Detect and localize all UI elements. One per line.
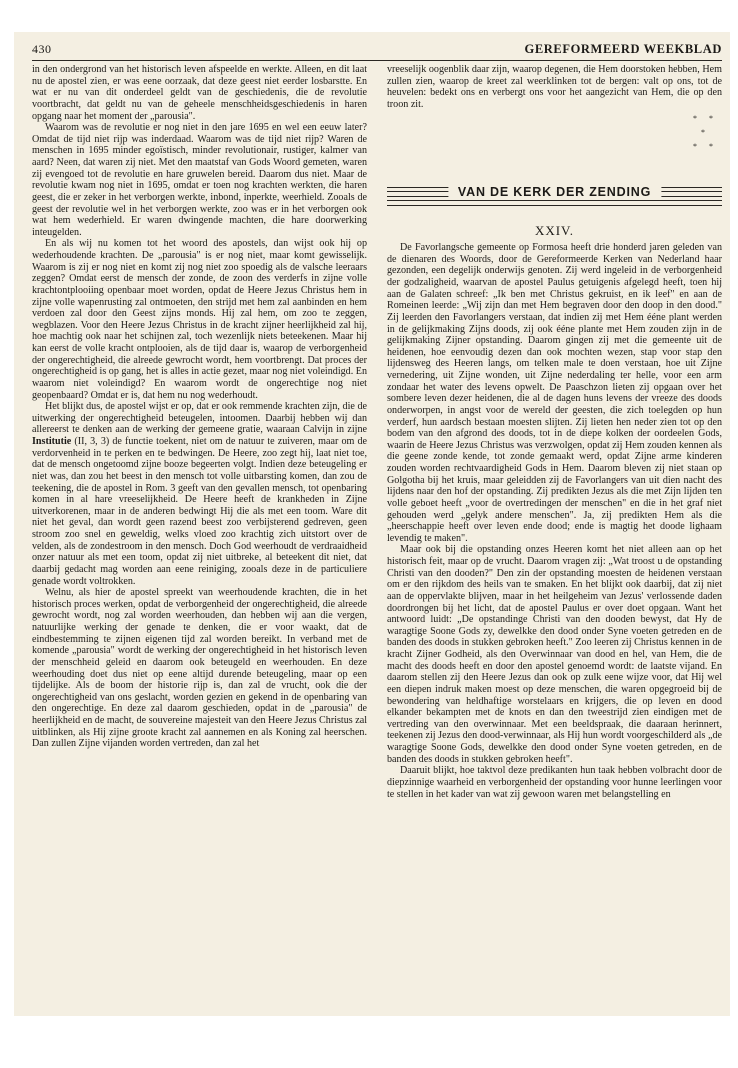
ornament-star: * [709, 113, 713, 123]
paragraph: Daaruit blijkt, hoe taktvol deze predikanten hun taak hebben volbracht door de diepzinnige waarheid en verborgenheid der opstanding voor hunne leerlingen voor te stellen in het kader van wat zij gewoon waren met belangstelling en [387, 765, 722, 800]
text-run: Het blijkt dus, de apostel wijst er op, dat er ook remmende krachten zijn, die de uitwerking der ongerechtigheid beteugelen, intoomen. Daarbij hebben wij dan allereerst te denken aan de werking der gemeene gratie, waaraan Calvijn in zijne [32, 401, 367, 436]
star-ornament [387, 113, 722, 169]
page-number: 430 [32, 42, 52, 56]
institutie-reference: Institutie [32, 436, 72, 447]
paragraph: De Favorlangsche gemeente op Formosa heeft drie honderd jaren geleden van de dienaren des Woords, door de Gereformeerde Kerken van Nederland haar gezonden, een degelijk onderwijs genoten. Zij werd ingeleid in de verborgenheid der godzaligheid, waarvan de apostel Paulus getuigenis afgelegd heeft, toen hij aan de Galaten schreef: „Ik ben met Christus gekruist, en ik leef" en aan de Romeinen leerde: „Wij zijn dan met Hem begraven door den doop in den dood." Zij leerden den Favorlangers verstaan, dat indien zij met Hem ééne plant werden in de gelijkmaking Zijns doods, zij ook ééne plante met Hem zouden zijn in de gelijkmaking Zijner opstanding. Daarom gingen zij met die gemeente uit de heidenen, hoe eenvoudig dezen dan ook mochten wezen, stap voor stap den lijdensweg des Heeren langs, om telken male te doen verstaan, hoe uit Zijne vernedering, uit Zijne wonden, uit Zijne nederdaling ter helle, voor een arm zondaar het water des levens opwelt. De Paaschzon lieten zij opgaan over het sombere leven dezer heidenen, die al de dagen huns levens der vreeze des doods onderworpen, in angst voor de wereld der geesten, die zich toelegden op hun verderf, hun aardsch bestaan moesten slijten. Zij lieten hen neder zien tot op den bodem van den afgrond des doods, tot in de diepe kolken der oordeelen Gods, waarin de Heere Jezus Christus was verzwolgen, opdat zij Hem zouden kennen als die geene zonde kende, tot zonde gemaakt werd, opdat Zijne arme kinderen zouden worden rechtvaardigheid Gods in Hem. Daarom bleven zij niet staan op Golgotha bij het kruis, maar geleidden zij de Favorlangers van uit dien nacht des lijdens naar den hof der opstanding. Zij predikten Jezus als die met Zijn lijden ten volle geboet heeft „voor de overtredingen der menschen" en die in het graf niet gehouden werd „gelyk andere menschen". Ja, zij predikten Hem als die „heerschappie heeft over leven ende dood; ende is magtig het doode lighaam levendig te maken". [387, 242, 722, 544]
ornament-star: * [701, 127, 705, 137]
paragraph: vreeselijk oogenblik daar zijn, waarop degenen, die Hem doorstoken hebben, Hem zullen zien, waarop de kreet zal weerklinken tot de bergen: valt op ons, tot de heuvelen: bedekt ons en verbergt ons voor het aangezicht van Hem, die op den troon zit. [387, 64, 722, 110]
page [14, 32, 730, 1016]
right-column [387, 64, 722, 800]
header-rule [32, 60, 722, 61]
section-header [387, 169, 722, 223]
ornament-star: * [693, 141, 697, 151]
section-title: VAN DE KERK DER ZENDING [448, 187, 661, 199]
paragraph: in den ondergrond van het historisch leven afspeelde en werkte. Alleen, en dit laat nu de apostel zien, er was eene oorzaak, dat deze geest niet eerder losbarstte. En wat er nu van dit onderdeel geldt van de geschiedenis, die de revolutie voortbracht, dat geldt nu van de geheele menschheidsgeschiedenis in haren opgang naar het moment der „parousia". [32, 64, 367, 122]
paragraph [32, 401, 367, 587]
left-column [32, 64, 367, 750]
ornament-star: * [709, 141, 713, 151]
paragraph: Waarom was de revolutie er nog niet in den jare 1695 en wel een eeuw later? Omdat de tijd niet rijp was inderdaad. Waarom was de tijd niet rijp? Waren de menschen in 1695 minder egoïstisch, minder revolutionair, rustiger, kalmer van aard? Neen, dat waren zij niet. Met den maatstaf van Gods Woord gemeten, waren zij evengoed tot de revolutie en hare gruwelen bereid. Daarom dus niet. Maar de revolutie kwam nog niet in 1695, omdat er toen nog krachten werkten, die haren geest, die er zeker in het verborgen werkte, inbond, inperkte, weerhield. Zooals de geest der revolutie wel in het verborgen werkte, zoo was er in het verborgen ook wat hem wederhield. Er waren dwingende machten, die hare doorwerking inteugelden. [32, 122, 367, 238]
section-number: XXIV. [534, 222, 575, 238]
section-rule [387, 200, 722, 201]
paragraph: Maar ook bij die opstanding onzes Heeren komt het niet alleen aan op het historisch feit, maar op de vrucht. Daarom vragen zij: „Wat troost u de opstanding Christi van den dooden?" Den zin der opstanding moesten de heidenen verstaan om er den rijkdom des heils van te smaken. En het blijkt ook daarbij, dat zij niet aan de oppervlakte blijven, maar in het heilgeheim van Jezus' verlossende daden doordrongen bij het licht, dat de apostel Paulus er over doet opgaan. Want het antwoord luidt: „De opstandinge Christi van den dooden bewyst, dat Hy de waragtige Soone Gods zy, dewelkke den dood onder Syne voeten getreden en de banden des doods in stukken gebroken heeft." Zoo leeren zij Christus kennen in de kracht Zijner Godheid, als den Overwinnaar van dood en hel, van Hem, die de macht des doods heeft en door den apostel genoemd wordt: de laatste vijand. En daarom stellen zij den Heere Jezus dan ook op zulk eene wijze voor, dat Hij wel een diepen indruk maken moest op deze menschen, die waren opgegroeid bij de bewondering van heldhaftige worstelaars en krijgers, die op leven en dood elkander bekampten met de knots en dan den tweestrijd zien eindigen met de vertreding van den overwinnaar. Met een beeldspraak, die daaraan herinnert, teekenen zij Jezus den dood-verwinnaar, als Hij hun wordt voorgeschilderd als „de waragtige Soone Gods, dewelkke den dood onder Syne voeten getreden, en de banden des doods in stukken gebroken heeft". [387, 544, 722, 765]
section-rule [387, 205, 722, 206]
ornament-star: * [693, 113, 697, 123]
paragraph: En als wij nu komen tot het woord des apostels, dan wijst ook hij op wederhoudende krachten. De „parousia" is er nog niet, maar komt gewisselijk. Waarom is zij er nog niet en komt zij nog niet zoo spoedig als de valsche leeraars zeggen? Omdat eerst de mensch der zonde, de zoon des verderfs in zijne volle krachtontplooiing openbaar moet worden, opdat de Heere Jezus Christus hem in zijne volle wapenrusting zal ontmoeten, den strijd met hem zal aanbinden en hem verdoen zal door den Geest zijns monds. Hij zal hem, om zoo te zeggen, wegblazen. Voor den Heere Jezus Christus in de kracht zijner heerlijkheid zal hij, hoe machtig ook naar het schijnen zal, toch wezenlijk niets beteekenen. Maar hij kan eerst de volle kracht ontplooien, als de tijd daar is, waarop de verborgenheid der ongerechtigheid, die alreede gewrocht wordt, hem voortbrengt. Dat proces der ongerechtigheid is op gang, het is alles in actie gezet, maar nog niet voleindigd. En waarom niet voleindigd? En waarom wordt de ongerechtige nog niet geopenbaard? Omdat er is, dat hem nu nog wederhoudt. [32, 238, 367, 401]
journal-title: GEREFORMEERD WEEKBLAD [524, 42, 722, 56]
text-run: (II, 3, 3) de functie toekent, niet om de natuur te zuiveren, maar om de verdorvenheid in te perken en te bedwingen. De Heere, zoo zegt hij, laat niet toe, dat de mensch ongetoomd zijne booze begeerten volgt. Indien deze beteugeling er niet was, dan zou het beest in den mensch tot volle uitbarsting komen, dan zou de teekening, die de apostel in Rom. 3 geeft van den gevallen mensch, tot openbaring komen in al hare vreeselijkheid. De Heere heeft de krankheden in Zijne uitverkorenen, maar in de anderen bedwingt Hij die als met een toom. Ware dit niet het geval, dan wordt geen razend beest zoo verbijsterend gedreven, geen stroom zoo snel en geweldig, welks vloed zoo krachtig zich uitstort over de velden, als de zondestroom in den mensch. Doch God weerhoudt de verdraaidheid onzer natuur als met een toom, opdat zij niet uitbreke, al beteekent dit niet, dat daarbij gedacht mag worden aan eene reiniging, zooals deze in de particuliere genade wordt voltrokken. [32, 436, 367, 587]
page-header [32, 42, 722, 60]
paragraph: Welnu, als hier de apostel spreekt van weerhoudende krachten, die in het historisch proces werken, opdat de verborgenheid der ongerechtigheid, die alreede gewrocht wordt, nog zal worden weerhouden, dan hebben wij aan die vergen, natuurlijke werking der genade te denken, die er voor waakt, dat de eindbestemming te zijnen eigenen tijd zal worden bereikt. In verband met de komende „parousia" wordt de werking der ongerechtigheid in het historisch leven der menschheid geleid en daarom ook beteugeld en weerhouden. En deze weerhouding doet dus niet op eene altijd durende beteugeling, maar op een tijdelijke. Als de boom der historie rijp is, dan zal de vrucht, ook die der ongerechtigheid van ons geslacht, worden gezien en gekend in de openbaring van den ongerechtige. En deze zal daarom geschieden, opdat in de „parousia" de heerlijkheid en de macht, de souvereine majesteit van den Heere Jezus Christus zal uitblinken, als Hij zijne groote kracht zal aannemen en als Koning zal heerschen. Dan zullen Zijne vijanden worden vertreden, dan zal het [32, 587, 367, 750]
